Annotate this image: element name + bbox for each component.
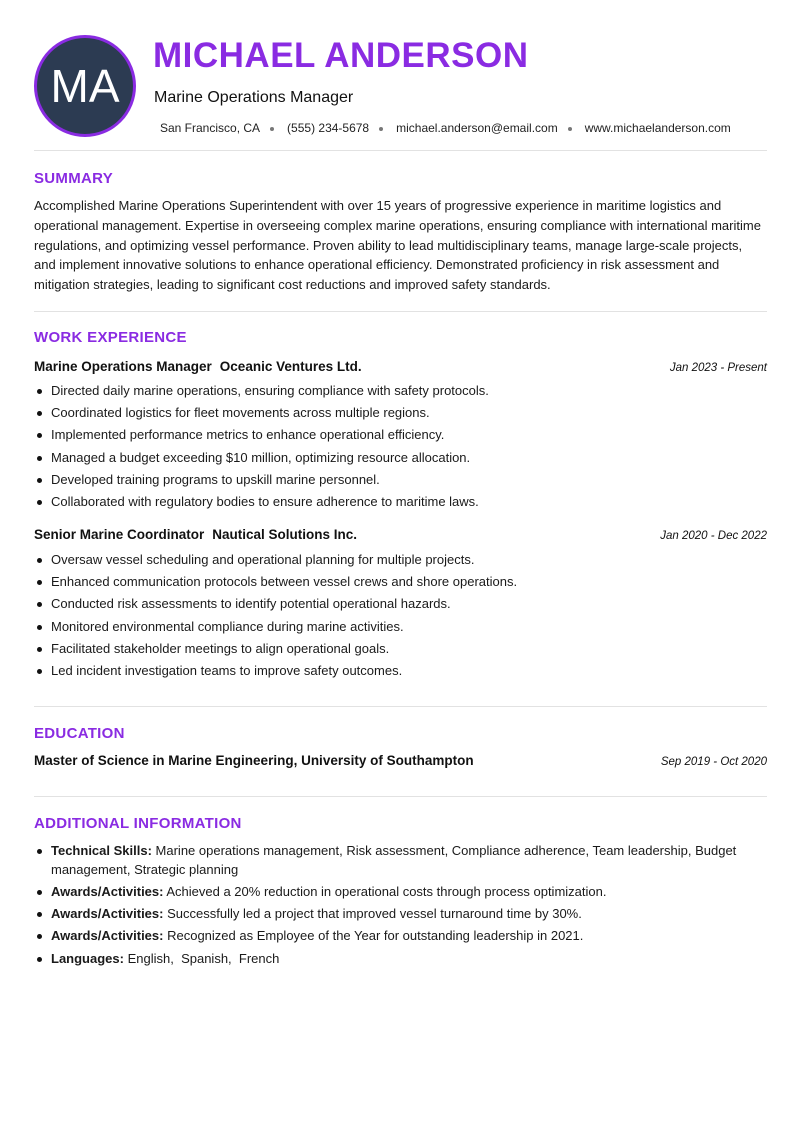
contact-email[interactable]: michael.anderson@email.com xyxy=(396,121,558,135)
list-item: Facilitated stakeholder meetings to align operational goals. xyxy=(34,638,767,660)
bullet-separator-icon xyxy=(379,127,383,131)
contact-phone[interactable]: (555) 234-5678 xyxy=(287,121,370,135)
bullet-separator-icon xyxy=(270,127,274,131)
list-item: Monitored environmental compliance during marine activities. xyxy=(34,616,767,638)
bullet-separator-icon xyxy=(568,127,572,131)
job-role-line xyxy=(34,527,357,542)
job-dates: Jan 2020 - Dec 2022 xyxy=(660,530,767,542)
work-experience-heading: WORK EXPERIENCE xyxy=(34,329,187,346)
item-label: Awards/Activities: xyxy=(51,928,164,943)
item-label: Technical Skills: xyxy=(51,843,152,858)
education-degree: Master of Science in Marine Engineering, University of Southampton xyxy=(34,753,474,768)
list-item: Led incident investigation teams to improve safety outcomes. xyxy=(34,660,767,682)
item-text: English, Spanish, French xyxy=(127,951,280,966)
section-divider xyxy=(34,796,767,797)
summary-heading: SUMMARY xyxy=(34,170,114,187)
list-item xyxy=(34,882,767,901)
candidate-title: Marine Operations Manager xyxy=(154,89,354,106)
summary-text: Accomplished Marine Operations Superintendent with over 15 years of progressive experience in maritime logistics and operational management. Expertise in overseeing complex marine operations, ensuring compliance with international maritime regulations, and optimizing vessel performance. Proven ability to lead multidisciplinary teams, manage large-scale projects, and implement innovative solutions to enhance operational efficiency. Demonstrated proficiency in risk assessment and mitigation strategies, leading to significant cost reductions and improved safety standards. xyxy=(34,198,761,293)
list-item xyxy=(34,904,767,923)
education-dates: Sep 2019 - Oct 2020 xyxy=(660,756,767,768)
job-position: Senior Marine Coordinator xyxy=(34,527,205,542)
item-text: Recognized as Employee of the Year for outstanding leadership in 2021. xyxy=(167,928,584,943)
additional-info-heading: ADDITIONAL INFORMATION xyxy=(34,815,242,832)
job-bullet-list xyxy=(34,549,767,682)
contact-location: San Francisco, CA xyxy=(160,121,261,135)
list-item: Oversaw vessel scheduling and operational planning for multiple projects. xyxy=(34,549,767,571)
section-divider xyxy=(34,150,767,151)
section-divider xyxy=(34,311,767,312)
contact-bar xyxy=(160,121,731,135)
education-heading: EDUCATION xyxy=(34,725,125,742)
job-header xyxy=(34,527,767,542)
education-entry xyxy=(34,753,767,768)
list-item: Managed a budget exceeding $10 million, optimizing resource allocation. xyxy=(34,447,767,469)
item-text: Marine operations management, Risk assessment, Compliance adherence, Team leadership, Budget management, Strategic planning xyxy=(51,843,737,877)
list-item xyxy=(34,926,767,945)
list-item: Directed daily marine operations, ensuring compliance with safety protocols. xyxy=(34,380,767,402)
contact-website[interactable]: www.michaelanderson.com xyxy=(584,121,731,135)
list-item xyxy=(34,949,767,968)
list-item: Enhanced communication protocols between vessel crews and shore operations. xyxy=(34,571,767,593)
list-item: Developed training programs to upskill marine personnel. xyxy=(34,469,767,491)
job-company: Nautical Solutions Inc. xyxy=(212,527,358,542)
job-bullet-list xyxy=(34,380,767,513)
job-position: Marine Operations Manager xyxy=(34,359,212,374)
list-item: Collaborated with regulatory bodies to ensure adherence to maritime laws. xyxy=(34,491,767,513)
avatar xyxy=(34,35,136,137)
additional-info-list xyxy=(34,841,767,971)
job-dates: Jan 2023 - Present xyxy=(669,362,767,374)
job-role-line xyxy=(34,359,362,374)
list-item xyxy=(34,841,767,879)
list-item: Implemented performance metrics to enhance operational efficiency. xyxy=(34,424,767,446)
item-label: Languages: xyxy=(51,951,124,966)
item-label: Awards/Activities: xyxy=(51,884,164,899)
section-divider xyxy=(34,706,767,707)
item-label: Awards/Activities: xyxy=(51,906,164,921)
item-text: Achieved a 20% reduction in operational costs through process optimization. xyxy=(166,884,607,899)
job-header xyxy=(34,359,767,374)
list-item: Conducted risk assessments to identify potential operational hazards. xyxy=(34,593,767,615)
candidate-name: MICHAEL ANDERSON xyxy=(153,36,529,75)
job-company: Oceanic Ventures Ltd. xyxy=(219,359,362,374)
item-text: Successfully led a project that improved vessel turnaround time by 30%. xyxy=(167,906,582,921)
avatar-initials: MA xyxy=(50,60,120,112)
list-item: Coordinated logistics for fleet movements across multiple regions. xyxy=(34,402,767,424)
